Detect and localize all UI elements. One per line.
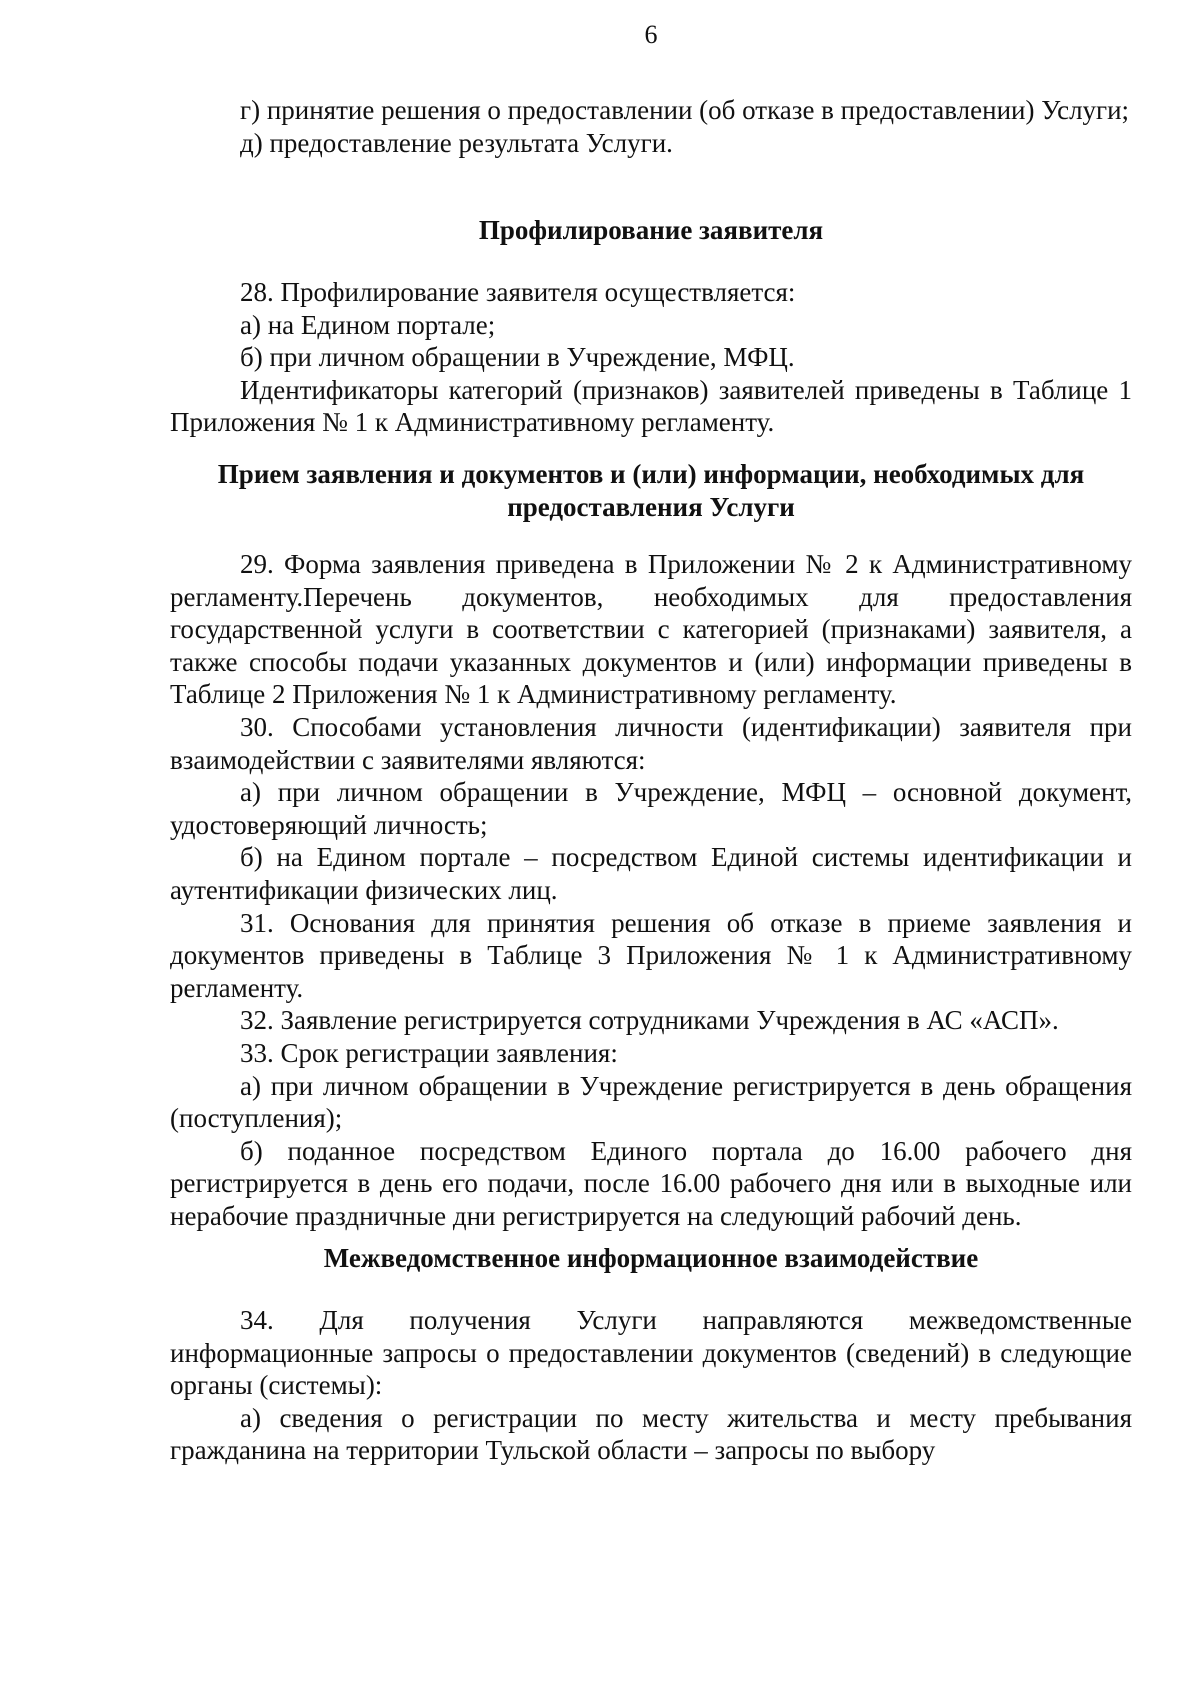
intro-block <box>170 94 1132 159</box>
paragraph-34-a: а) сведения о регистрации по месту жительства и месту пребывания гражданина на территории Тульской области – запросы по выбору <box>170 1402 1132 1466</box>
heading-interagency-interaction: Межведомственное информационное взаимодействие <box>323 1243 979 1273</box>
paragraph-identifiers: Идентификаторы категорий (признаков) заявителей приведены в Таблице 1 Приложения № 1 к Административному регламенту. <box>170 374 1132 438</box>
paragraph-34: 34. Для получения Услуги направляются межведомственные информационные запросы о предоставлении документов (сведений) в следующие органы (системы): <box>170 1305 1132 1401</box>
heading-application-intake: Прием заявления и документов и (или) информации, необходимых для предоставления Услуги <box>217 459 1085 522</box>
paragraph-33-b: б) поданное посредством Единого портала до 16.00 рабочего дня регистрируется в день его подачи, после 16.00 рабочего дня или в выходные или нерабочие праздничные дни регистрируется на следующий рабочий день. <box>170 1135 1132 1231</box>
paragraph-29: 29. Форма заявления приведена в Приложении № 2 к Административному регламенту.Перечень документов, необходимых для предоставления государственной услуги в соответствии с категорией (признаками) заявителя, а также способы подачи указанных документов и (или) информации приведены в Таблице 2 Приложения № 1 к Административному регламенту. <box>170 549 1132 710</box>
paragraph-30-a: а) при личном обращении в Учреждение, МФЦ – основной документ, удостоверяющий личность; <box>170 777 1132 840</box>
paragraph-31: 31. Основания для принятия решения об отказе в приеме заявления и документов приведены в Таблице 3 Приложения № 1 к Административному регламенту. <box>170 907 1132 1003</box>
section-interagency-body <box>170 1304 1132 1467</box>
heading-applicant-profiling: Профилирование заявителя <box>478 215 824 245</box>
paragraph-28-b: б) при личном обращении в Учреждение, МФЦ. <box>240 342 795 373</box>
document-page <box>170 0 1132 1697</box>
paragraph-30-b: б) на Едином портале – посредством Единой системы идентификации и аутентификации физических лиц. <box>170 842 1132 905</box>
paragraph-28-a: а) на Едином портале; <box>240 309 496 340</box>
paragraph-30: 30. Способами установления личности (идентификации) заявителя при взаимодействии с заявителями являются: <box>170 711 1132 775</box>
section-profiling-body <box>170 276 1132 439</box>
page-number: 6 <box>644 20 658 49</box>
paragraph-28: 28. Профилирование заявителя осуществляется: <box>240 277 796 307</box>
paragraph-33-a: а) при личном обращении в Учреждение регистрируется в день обращения (поступления); <box>170 1070 1132 1134</box>
list-item-g: г) принятие решения о предоставлении (об отказе в предоставлении) Услуги; <box>240 95 1130 125</box>
section-intake-body <box>170 548 1132 1232</box>
list-item-d: д) предоставление результата Услуги. <box>240 127 673 158</box>
paragraph-33: 33. Срок регистрации заявления: <box>240 1037 618 1068</box>
paragraph-32: 32. Заявление регистрируется сотрудниками Учреждения в АС «АСП». <box>240 1005 1059 1036</box>
